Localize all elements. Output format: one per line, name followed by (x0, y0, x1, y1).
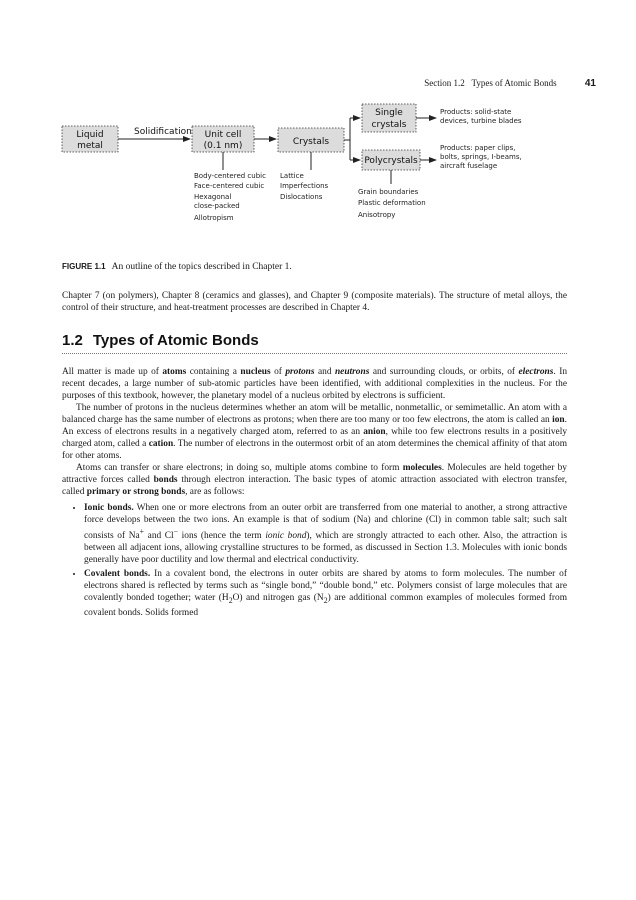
poly-list-3: Anisotropy (358, 211, 396, 219)
figure-caption (62, 262, 292, 272)
poly-list-2: Plastic deformation (358, 199, 426, 207)
box-unitcell-label-1: Unit cell (204, 130, 242, 140)
figure-caption-text: An outline of the topics described in Chapter 1. (111, 262, 292, 272)
poly-products-1: Products: paper clips, (440, 144, 516, 152)
intro-paragraph: Chapter 7 (on polymers), Chapter 8 (ceramics and glasses), and Chapter 9 (composite materials). The structure of metal alloys, the control of their structure, and heat-treatment processes are described in Chapter 4. (62, 291, 567, 313)
box-liquid-label-2: metal (77, 141, 103, 151)
crystals-list-2: Imperfections (280, 182, 329, 190)
poly-products-3: aircraft fuselage (440, 162, 498, 170)
poly-list-1: Grain boundaries (358, 188, 419, 196)
unitcell-list-2: Face-centered cubic (194, 182, 265, 190)
header-section: Section 1.2 Types of Atomic Bonds (424, 78, 557, 88)
unitcell-list-1: Body-centered cubic (194, 172, 266, 180)
page-number: 41 (584, 78, 596, 89)
unitcell-list-4: close-packed (194, 202, 240, 210)
paragraph-molecules: Atoms can transfer or share electrons; in doing so, multiple atoms combine to form molecules. Molecules are held together by attractive forces called bonds through electron interaction. The basic types of atomic attraction associated with electron transfer, called primary or strong bonds, are as follows: (62, 463, 567, 497)
solidification-label: Solidification (134, 127, 192, 137)
crystals-list-1: Lattice (280, 172, 304, 180)
single-products-2: devices, turbine blades (440, 117, 522, 125)
single-products-1: Products: solid-state (440, 108, 512, 116)
paragraph-atoms: All matter is made up of atoms containing a nucleus of protons and neutrons and surrounding clouds, or orbits, of electrons. In recent decades, a large number of sub-atomic particles have been identified, with additional complexities in the nucleus. For the purposes of this textbook, however, the planetary model of a nucleus orbited by electrons is sufficient. (62, 367, 568, 401)
box-poly-label: Polycrystals (364, 156, 418, 166)
box-unitcell-label-2: (0.1 nm) (203, 141, 243, 151)
bond-types-list (62, 502, 567, 619)
box-single-label-1: Single (375, 108, 403, 118)
section-number: 1.2 (62, 332, 83, 349)
list-item-covalent-bonds: • Covalent bonds. In a covalent bond, the electrons in outer orbits are shared by atoms to form molecules. The number of electrons shared is reflected by terms such as “single bond,” “double bond,” etc. Polymers consist of large molecules that are covalently bonded together; water $(H_2O)$ and nitrogen gas $(N_2)$ are additional common examples of molecules formed from covalent bonds. Solids formed (84, 568, 567, 619)
unitcell-list-3: Hexagonal (194, 193, 232, 201)
unitcell-list-5: Allotropism (194, 214, 234, 222)
box-single-label-2: crystals (371, 120, 407, 130)
section-heading (62, 332, 567, 354)
box-crystals-label: Crystals (292, 137, 330, 147)
figure-label: FIGURE 1.1 (62, 262, 106, 271)
section-title: Types of Atomic Bonds (92, 332, 259, 349)
running-header (0, 78, 596, 89)
crystals-list-3: Dislocations (280, 193, 323, 201)
list-item-ionic-bonds: • Ionic bonds. When one or more electrons from an outer orbit are transferred from one material to another, a strong attractive force develops between the two ions. An example is that of sodium (Na) and chlorine (Cl) in common table salt; such salt consists of Na+ and Cl− ions (hence the term ionic bond), which are strongly attracted to each other. Also, the attraction is between all adjacent ions, allowing crystalline structures to be formed, as discussed in Section 1.3. Molecules with ionic bonds generally have poor ductility and low thermal and electrical conductivity. (84, 502, 567, 566)
poly-products-2: bolts, springs, I-beams, (440, 153, 522, 161)
box-liquid-label-1: Liquid (76, 130, 104, 140)
figure-1-1-diagram (58, 98, 578, 248)
paragraph-ions: The number of protons in the nucleus determines whether an atom will be metallic, nonmetallic, or semimetallic. An atom with a balanced charge has the same number of electrons as protons; when there are too many or too few electrons, the atom is called an ion. An excess of electrons results in a negatively charged atom, referred to as an anion, while too few electrons results in a positively charged atom, called a cation. The number of electrons in the outermost orbit of an atom determines the chemical affinity of that atom for other atoms. (62, 403, 568, 461)
section-body (62, 366, 567, 621)
